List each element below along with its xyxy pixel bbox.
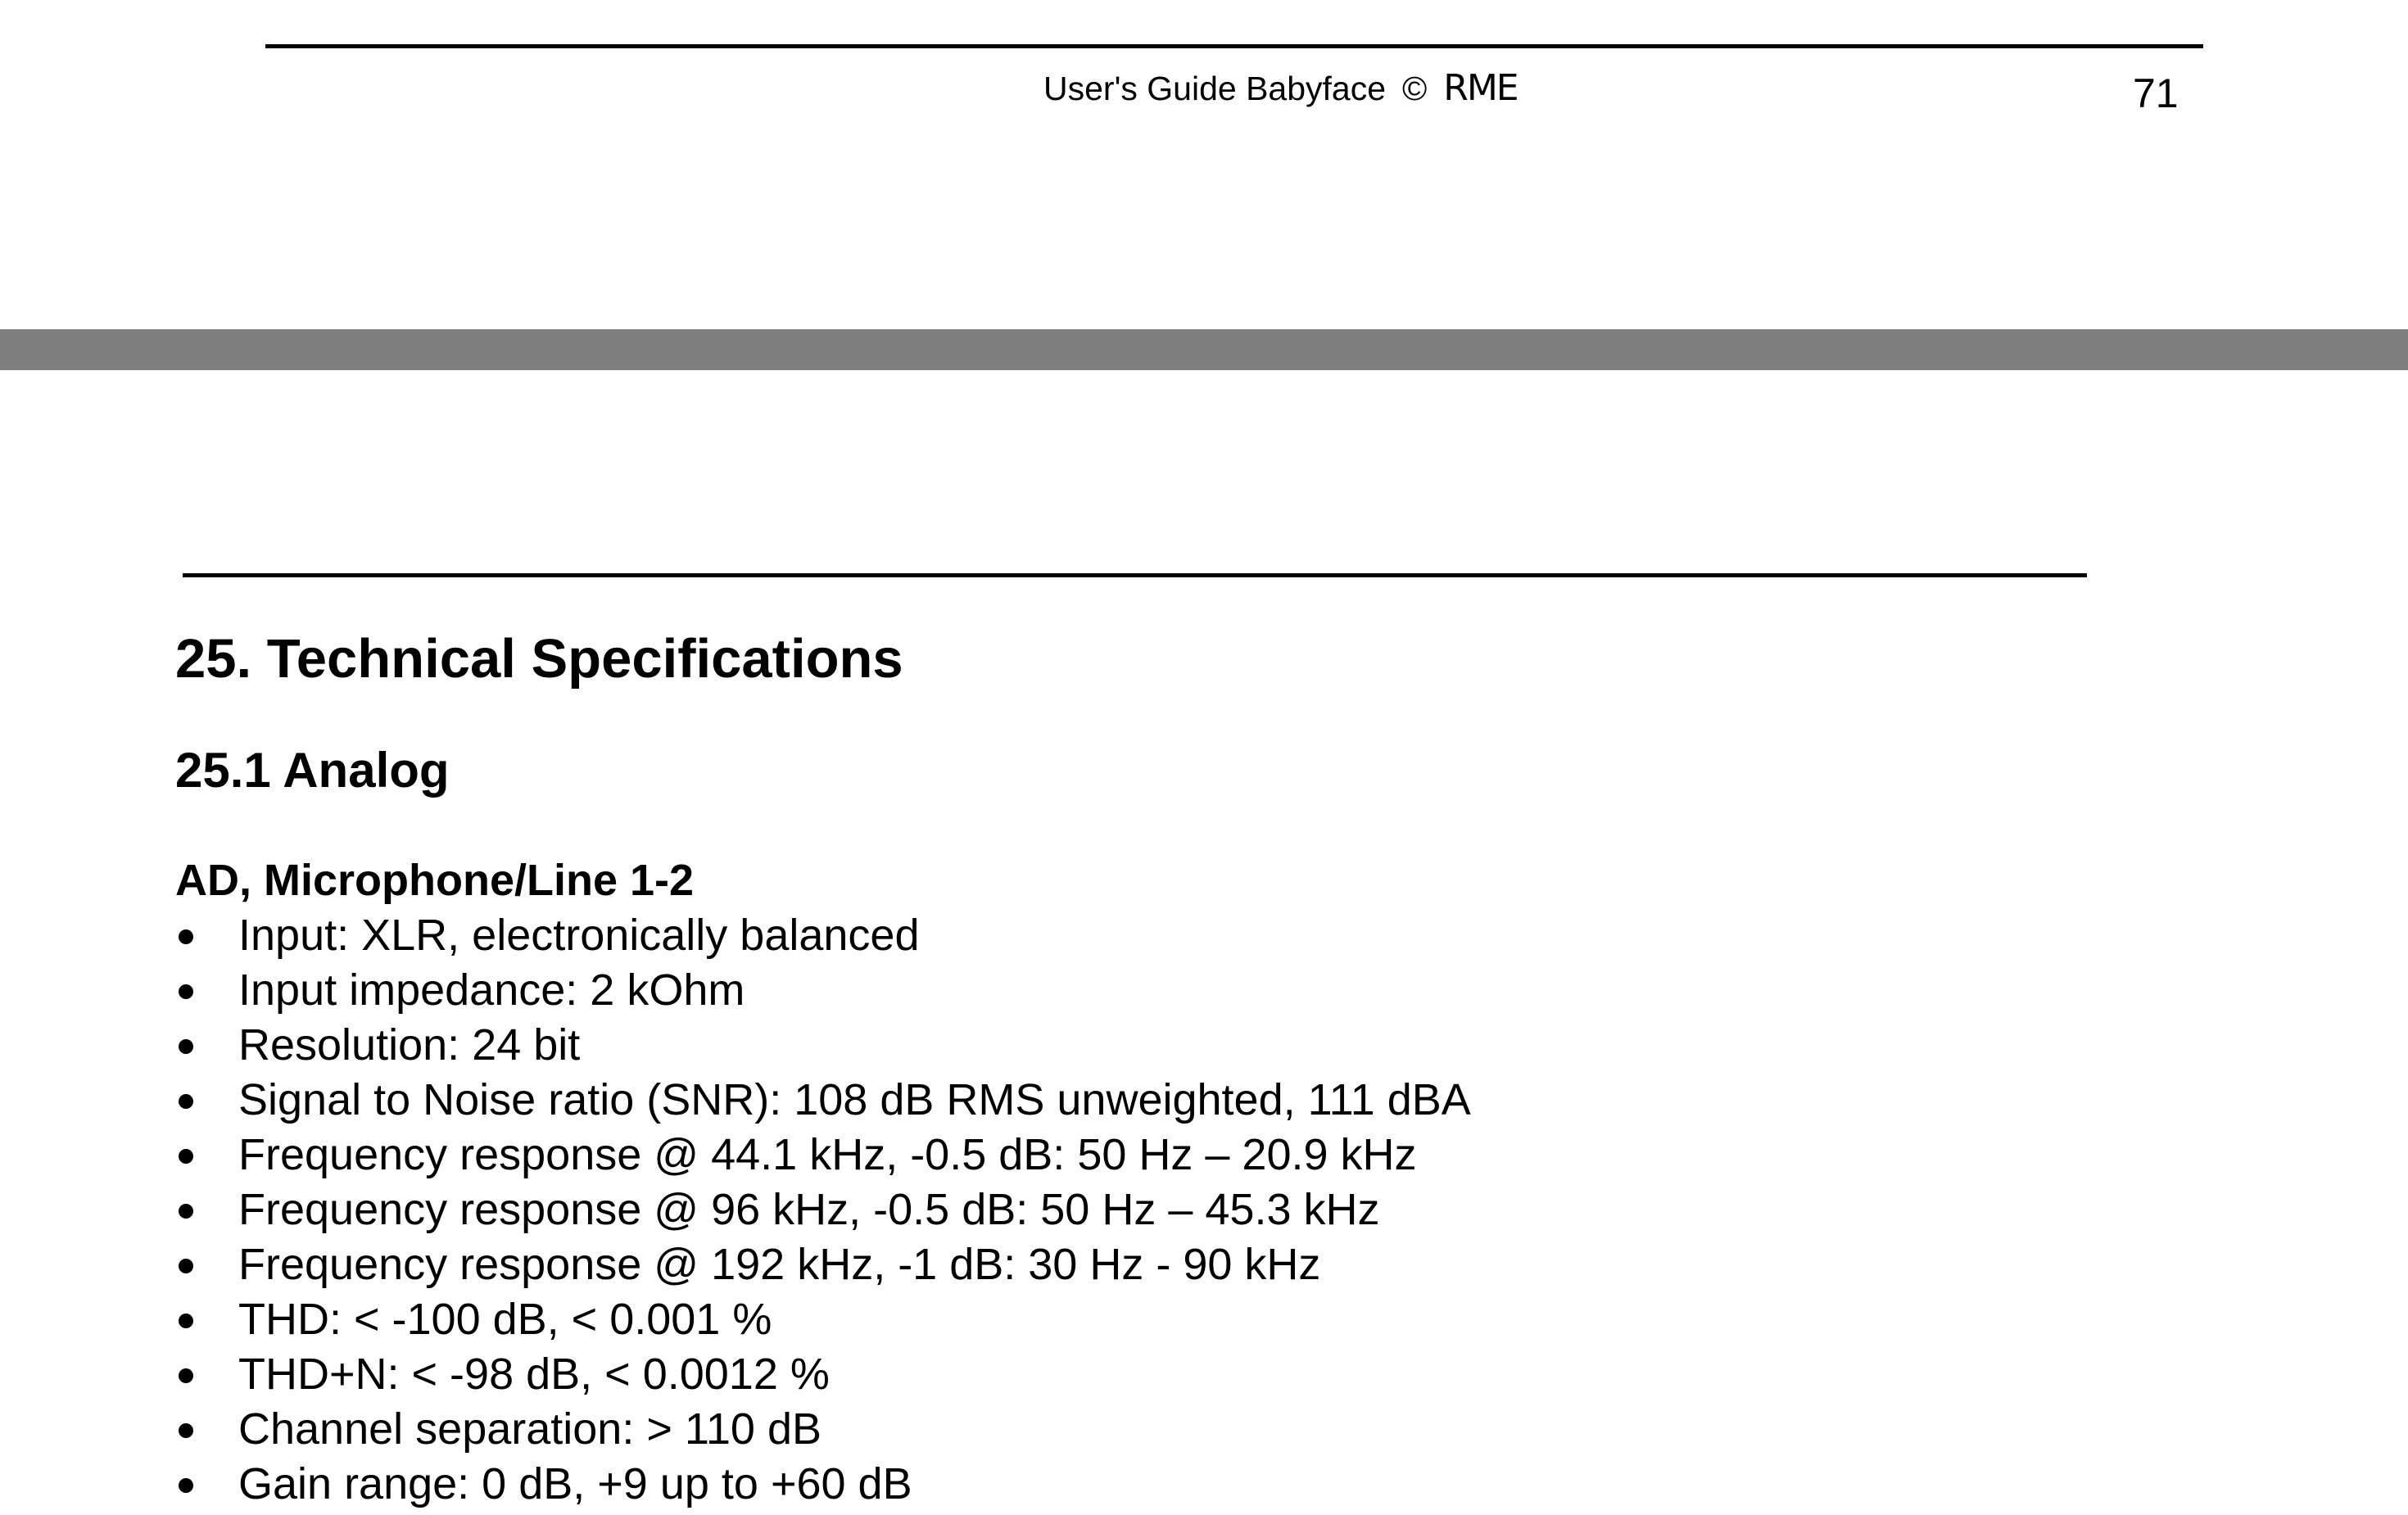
bullet-icon [179, 1039, 193, 1054]
bullet-icon [179, 984, 193, 999]
section-title: 25.1 Analog [175, 743, 450, 798]
spec-item [0, 1128, 2408, 1183]
spec-text: Gain range: 0 dB, +9 up to +60 dB [238, 1459, 912, 1508]
spec-text: Signal to Noise ratio (SNR): 108 dB RMS unweighted, 111 dBA [238, 1075, 1471, 1124]
bullet-icon [179, 1204, 193, 1219]
spec-list [0, 908, 2408, 1512]
chapter-title: 25. Technical Specifications [175, 628, 903, 690]
spec-text: THD: < -100 dB, < 0.001 % [238, 1295, 772, 1344]
bullet-icon [179, 1259, 193, 1273]
spec-item [0, 908, 2408, 963]
spec-item [0, 1237, 2408, 1292]
header-rule [265, 44, 2203, 48]
bullet-icon [179, 1423, 193, 1438]
spec-item [0, 1457, 2408, 1512]
header-title: User's Guide Babyface [1043, 70, 1387, 107]
bullet-icon [179, 1368, 193, 1383]
bullet-icon [179, 1478, 193, 1493]
chapter-rule [183, 573, 2087, 577]
bullet-icon [179, 929, 193, 944]
chapter-banner-bar [0, 329, 2408, 370]
spec-item [0, 1073, 2408, 1128]
bullet-icon [179, 1094, 193, 1109]
spec-text: Channel separation: > 110 dB [238, 1404, 822, 1454]
running-header [1043, 67, 1518, 110]
spec-text: Input impedance: 2 kOhm [238, 966, 745, 1015]
spec-text: Resolution: 24 bit [238, 1020, 581, 1070]
spec-item [0, 1183, 2408, 1237]
spec-text: Frequency response @ 192 kHz, -1 dB: 30 Hz - 90 kHz [238, 1240, 1321, 1289]
bullet-icon [179, 1149, 193, 1164]
page-number: 71 [2133, 70, 2179, 116]
spec-item [0, 1292, 2408, 1347]
spec-text: THD+N: < -98 dB, < 0.0012 % [238, 1350, 830, 1399]
spec-item [0, 1402, 2408, 1457]
spec-item [0, 1347, 2408, 1402]
spec-text: Frequency response @ 44.1 kHz, -0.5 dB: 50 Hz – 20.9 kHz [238, 1130, 1417, 1179]
bullet-icon [179, 1314, 193, 1328]
brand-logo: RME [1443, 67, 1518, 109]
copyright-symbol: © [1402, 70, 1428, 107]
subsection-title: AD, Microphone/Line 1-2 [175, 856, 695, 905]
spec-text: Frequency response @ 96 kHz, -0.5 dB: 50 Hz – 45.3 kHz [238, 1185, 1380, 1234]
spec-text: Input: XLR, electronically balanced [238, 911, 920, 960]
spec-item [0, 963, 2408, 1018]
spec-item [0, 1018, 2408, 1073]
